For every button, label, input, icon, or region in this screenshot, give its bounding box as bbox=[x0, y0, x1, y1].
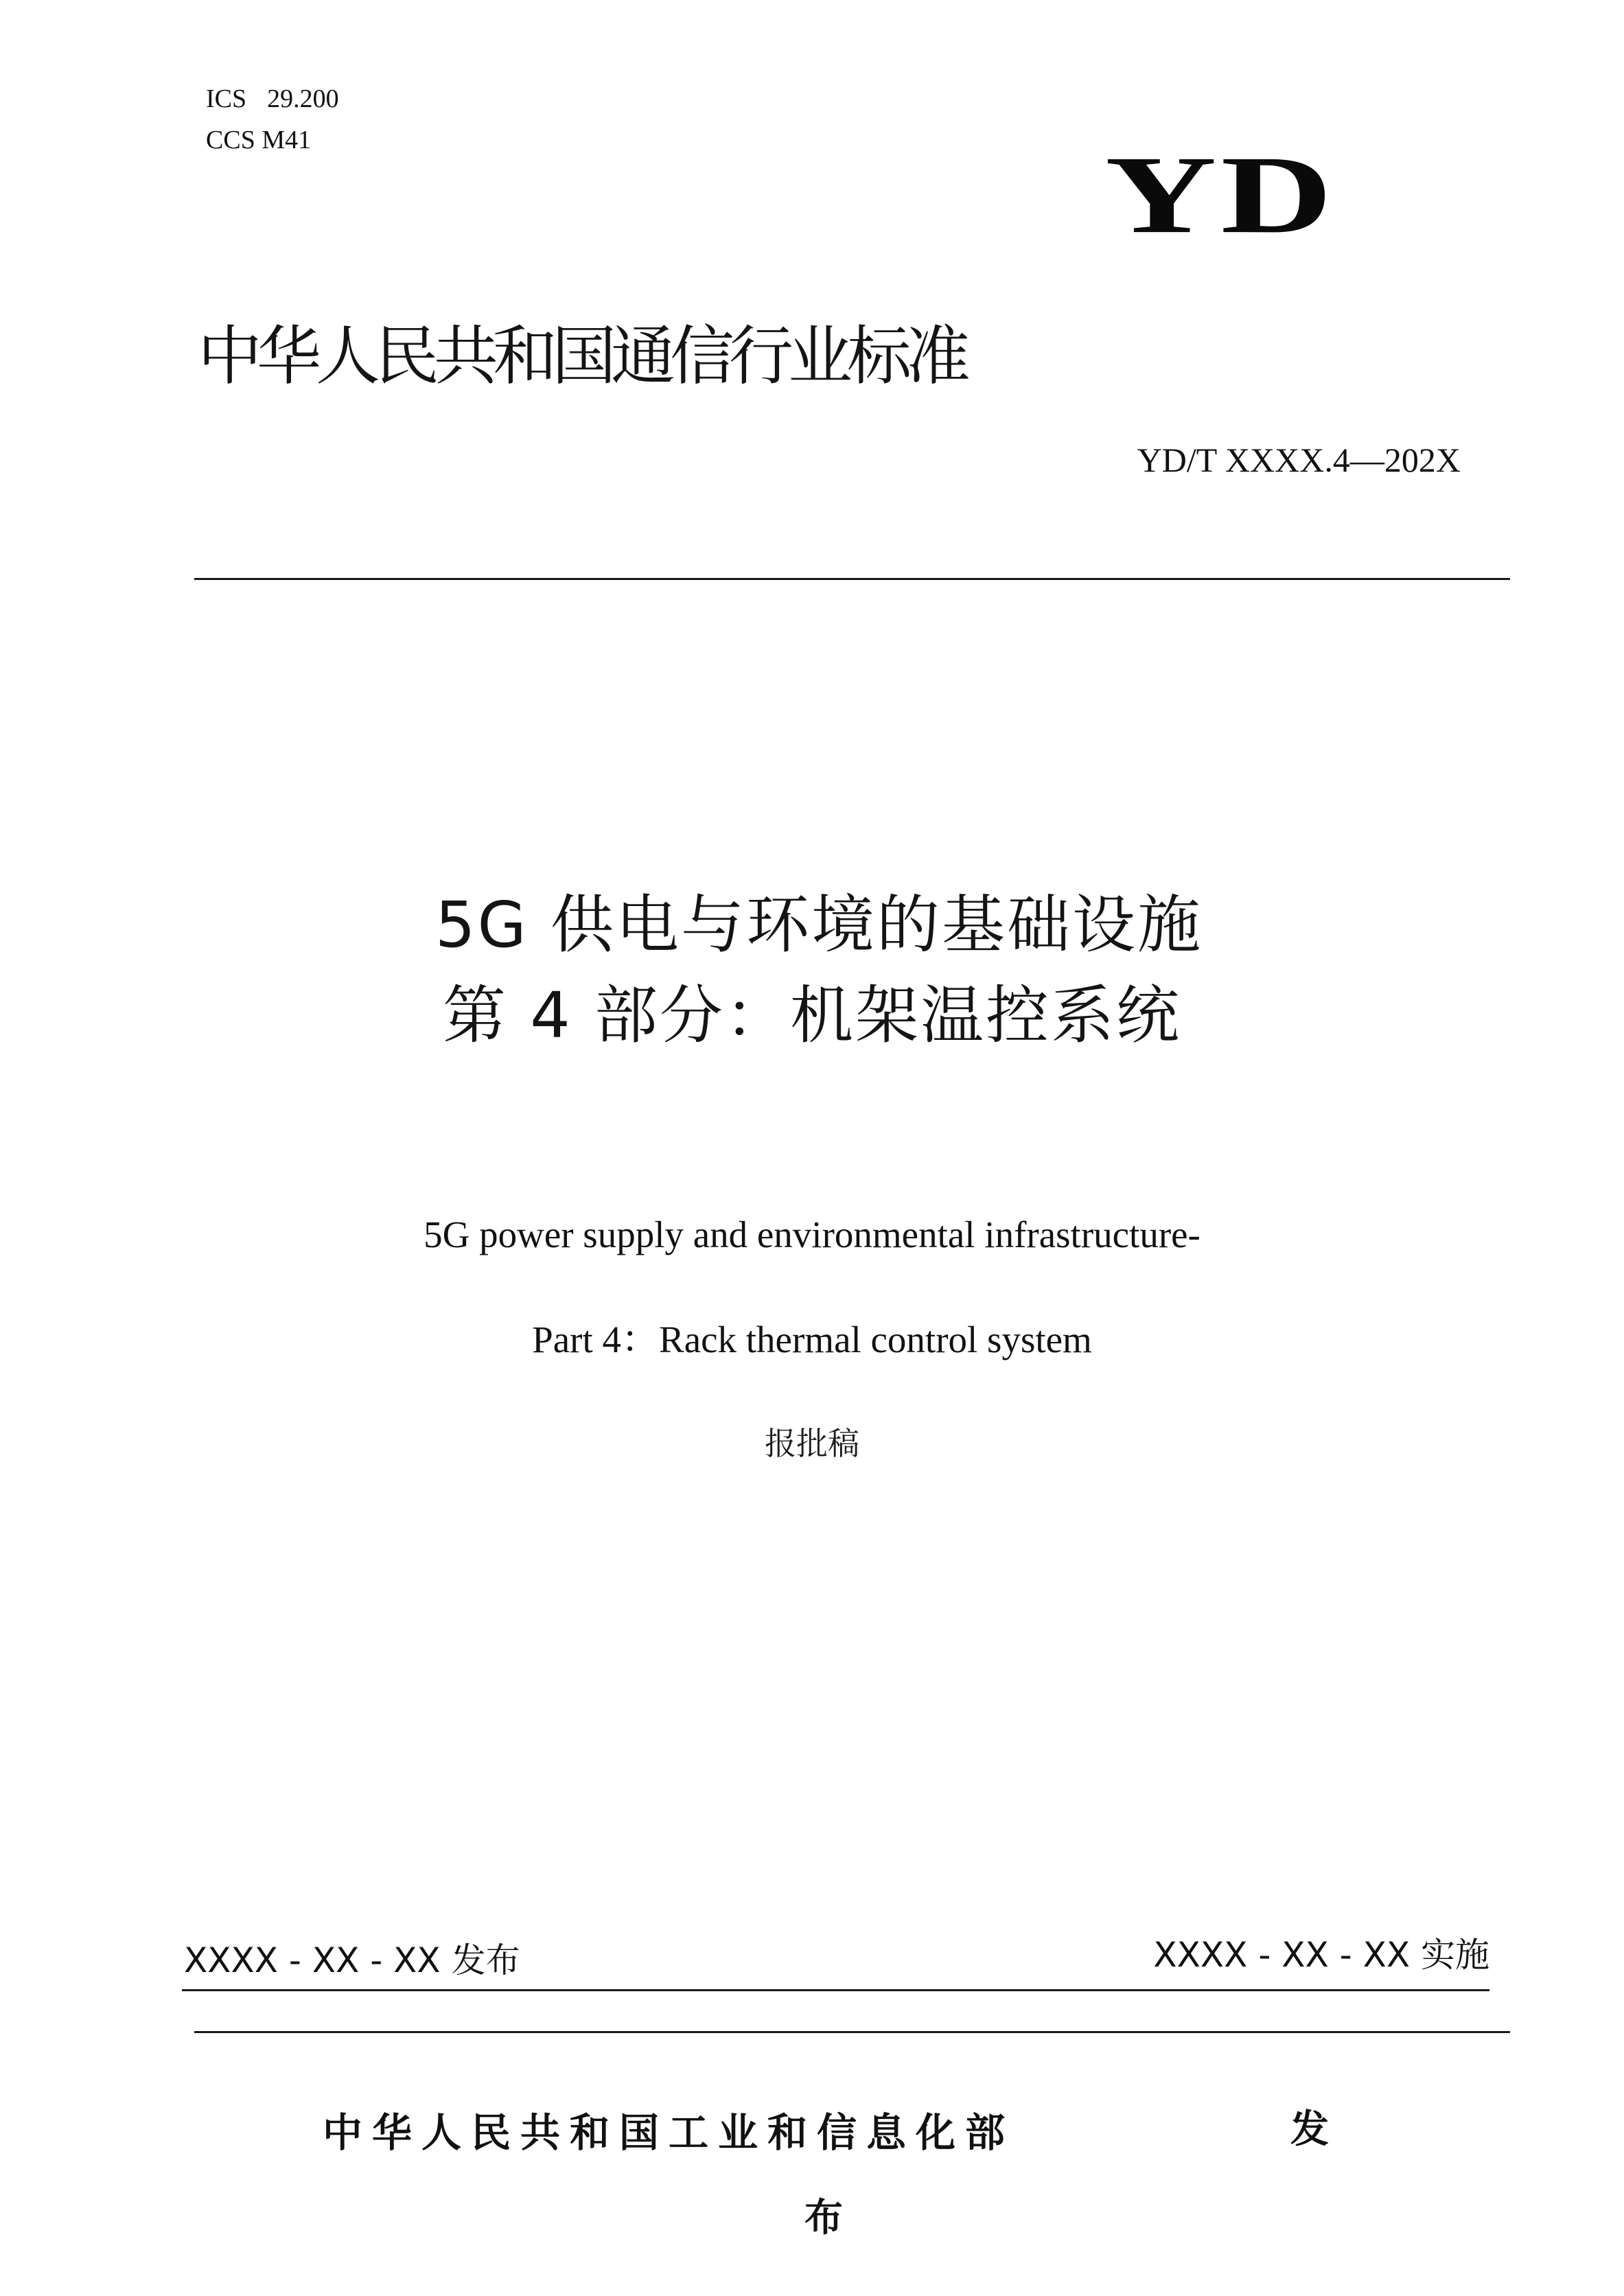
date-divider bbox=[182, 1989, 1489, 1991]
chinese-title-line-1: 5G 供电与环境的基础设施 bbox=[434, 888, 1203, 962]
release-date: XXXX - XX - XX 发布 bbox=[184, 1940, 520, 1980]
ccs-classification: CCS M41 bbox=[206, 126, 312, 154]
issue-char-publish: 发 bbox=[1290, 2107, 1329, 2152]
footer-divider bbox=[194, 2031, 1510, 2033]
ics-label: ICS bbox=[206, 84, 247, 113]
issue-char-distribute: 布 bbox=[804, 2196, 843, 2240]
effective-date: XXXX - XX - XX 实施 bbox=[1153, 1935, 1489, 1975]
english-title-line-1: 5G power supply and environmental infrastructure- bbox=[424, 1214, 1200, 1255]
ics-classification bbox=[206, 84, 339, 114]
draft-status-label: 报批稿 bbox=[765, 1425, 859, 1462]
ics-code: 29.200 bbox=[267, 84, 339, 113]
chinese-title-line-2: 第 4 部分：机架温控系统 bbox=[442, 979, 1182, 1052]
issuing-authority: 中华人民共和国工业和信息化部 bbox=[323, 2109, 1015, 2156]
yd-logo: YD bbox=[1105, 132, 1336, 257]
english-title-line-2: Part 4：Rack thermal control system bbox=[532, 1319, 1092, 1360]
industry-standard-title: 中华人民共和国通信行业标准 bbox=[198, 319, 966, 394]
standard-number: YD/T XXXX.4—202X bbox=[1137, 441, 1461, 479]
header-divider bbox=[194, 578, 1510, 580]
